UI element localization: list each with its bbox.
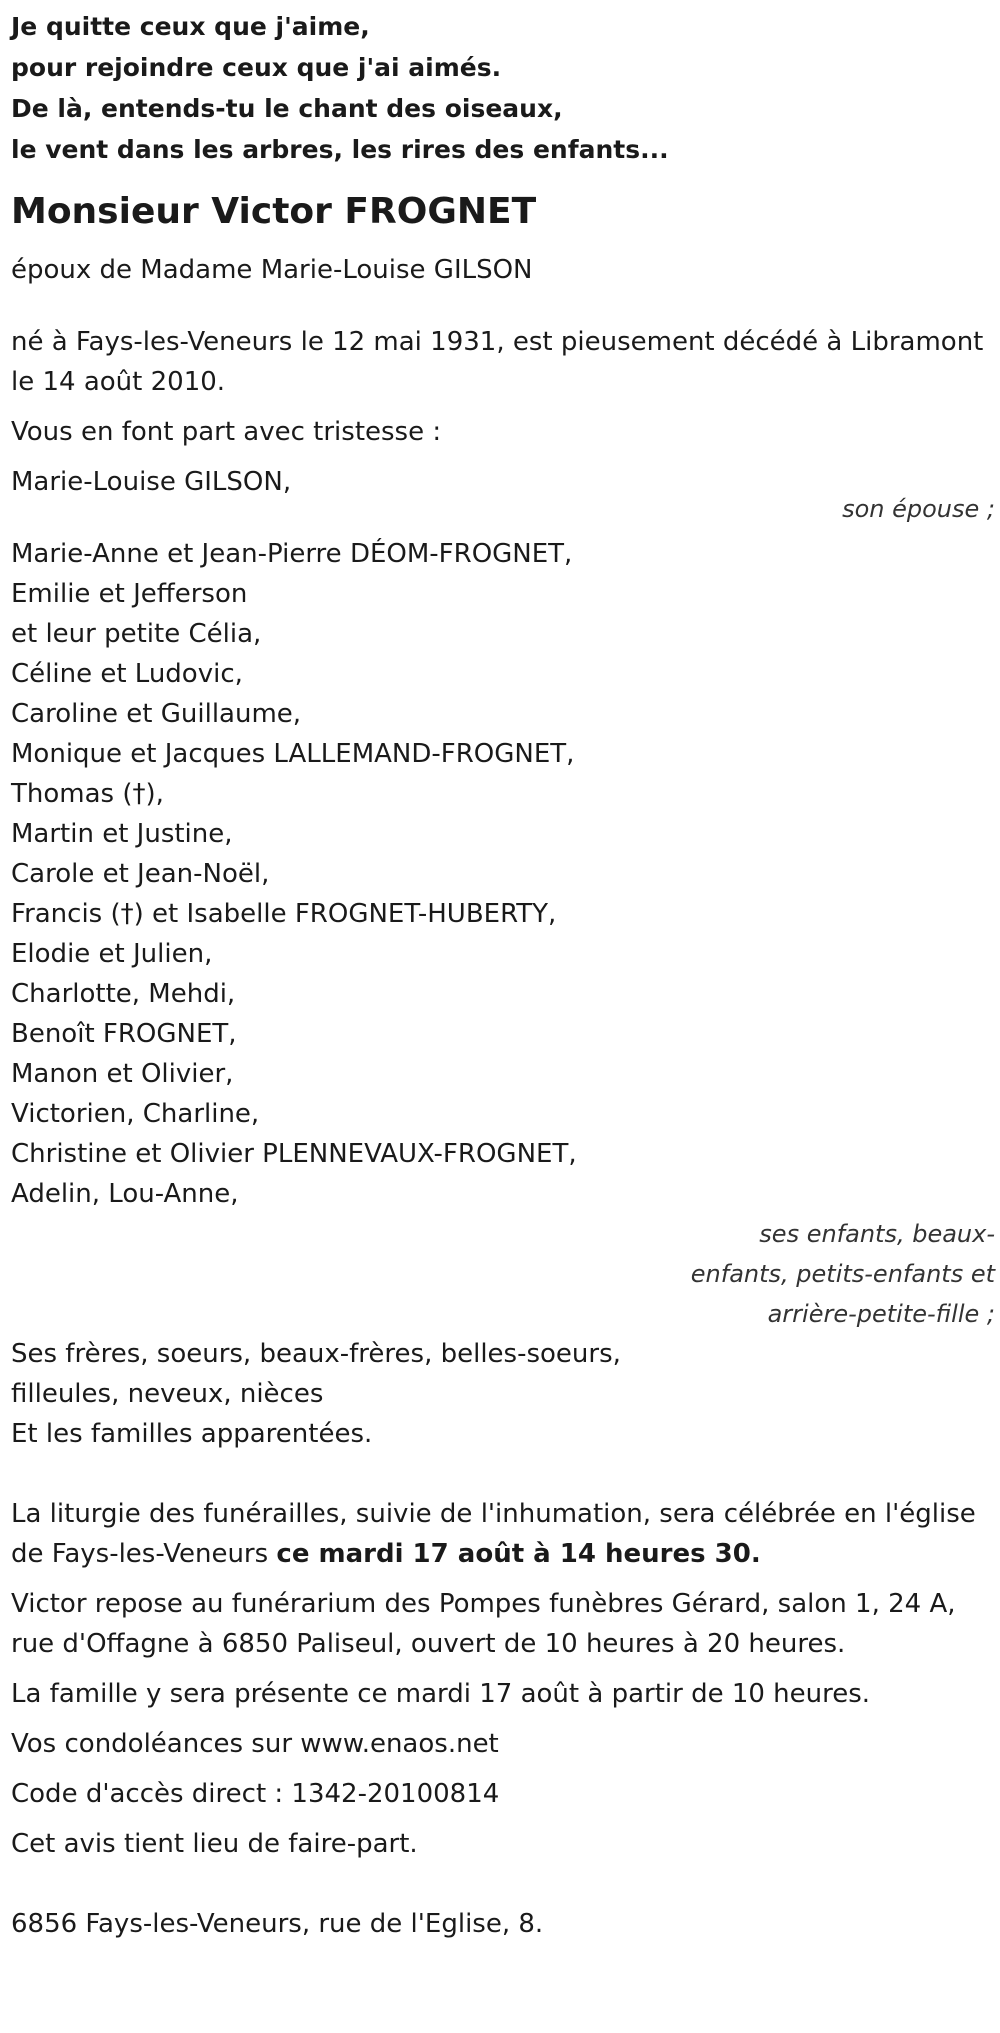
deceased-name: Monsieur Victor FROGNET bbox=[11, 191, 537, 232]
list-item: Emilie et Jefferson bbox=[11, 579, 248, 609]
list-item: Victorien, Charline, bbox=[11, 1099, 260, 1129]
list-item: Carole et Jean-Noël, bbox=[11, 859, 270, 889]
list-item: Thomas (†), bbox=[11, 779, 164, 809]
list-item: Christine et Olivier PLENNEVAUX-FROGNET, bbox=[11, 1139, 577, 1169]
spouse-line: époux de Madame Marie-Louise GILSON bbox=[11, 255, 533, 285]
poem bbox=[11, 6, 995, 170]
list-item: Et les familles apparentées. bbox=[11, 1419, 373, 1449]
access-code-text: Code d'accès direct : 1342-20100814 bbox=[11, 1779, 500, 1809]
list-item: Monique et Jacques LALLEMAND-FROGNET, bbox=[11, 739, 575, 769]
list-item: Martin et Justine, bbox=[11, 819, 233, 849]
announce-text: Vous en font part avec tristesse : bbox=[11, 417, 442, 447]
list-item: Céline et Ludovic, bbox=[11, 659, 243, 689]
birth-death-text: né à Fays-les-Veneurs le 12 mai 1931, est pieusement décédé à Libramont le 14 août 2010. bbox=[11, 327, 984, 397]
list-item: Caroline et Guillaume, bbox=[11, 699, 302, 729]
list-item: Ses frères, soeurs, beaux-frères, belles-soeurs, bbox=[11, 1339, 621, 1369]
poem-line: De là, entends-tu le chant des oiseaux, bbox=[11, 94, 563, 123]
list-item: Manon et Olivier, bbox=[11, 1059, 234, 1089]
poem-line: Je quitte ceux que j'aime, bbox=[11, 12, 370, 41]
address-text: 6856 Fays-les-Veneurs, rue de l'Eglise, 8. bbox=[11, 1909, 544, 1939]
list-item: Benoît FROGNET, bbox=[11, 1019, 237, 1049]
list-item: Adelin, Lou-Anne, bbox=[11, 1179, 239, 1209]
list-item: Charlotte, Mehdi, bbox=[11, 979, 236, 1009]
list-item: et leur petite Célia, bbox=[11, 619, 262, 649]
list-item: Marie-Anne et Jean-Pierre DÉOM-FROGNET, bbox=[11, 539, 573, 569]
spouse-name: Marie-Louise GILSON, bbox=[11, 467, 292, 497]
notice-text: Cet avis tient lieu de faire-part. bbox=[11, 1829, 418, 1859]
family-list bbox=[11, 1334, 995, 1454]
children-relation: ses enfants, beaux-enfants, petits-enfants et arrière-petite-fille ; bbox=[690, 1220, 995, 1328]
rest-text: Victor repose au funérarium des Pompes funèbres Gérard, salon 1, 24 A, rue d'Offagne à 6850 Paliseul, ouvert de 10 heures à 20 heures. bbox=[11, 1589, 956, 1659]
liturgy-text-main: La liturgie des funérailles, suivie de l'inhumation, sera célébrée en l'église de Fays-les-Veneurs bbox=[11, 1499, 976, 1569]
poem-line: le vent dans les arbres, les rires des enfants... bbox=[11, 135, 669, 164]
poem-line: pour rejoindre ceux que j'ai aimés. bbox=[11, 53, 502, 82]
liturgy-text bbox=[11, 1494, 995, 1574]
spouse-relation: son épouse ; bbox=[842, 495, 995, 523]
list-item: filleules, neveux, nièces bbox=[11, 1379, 324, 1409]
obituary-notice bbox=[11, 0, 995, 1944]
presence-text: La famille y sera présente ce mardi 17 août à partir de 10 heures. bbox=[11, 1679, 871, 1709]
list-item: Elodie et Julien, bbox=[11, 939, 213, 969]
children-list bbox=[11, 534, 995, 1214]
list-item: Francis (†) et Isabelle FROGNET-HUBERTY, bbox=[11, 899, 557, 929]
condolences-text: Vos condoléances sur www.enaos.net bbox=[11, 1729, 499, 1759]
liturgy-date: ce mardi 17 août à 14 heures 30. bbox=[276, 1539, 761, 1569]
